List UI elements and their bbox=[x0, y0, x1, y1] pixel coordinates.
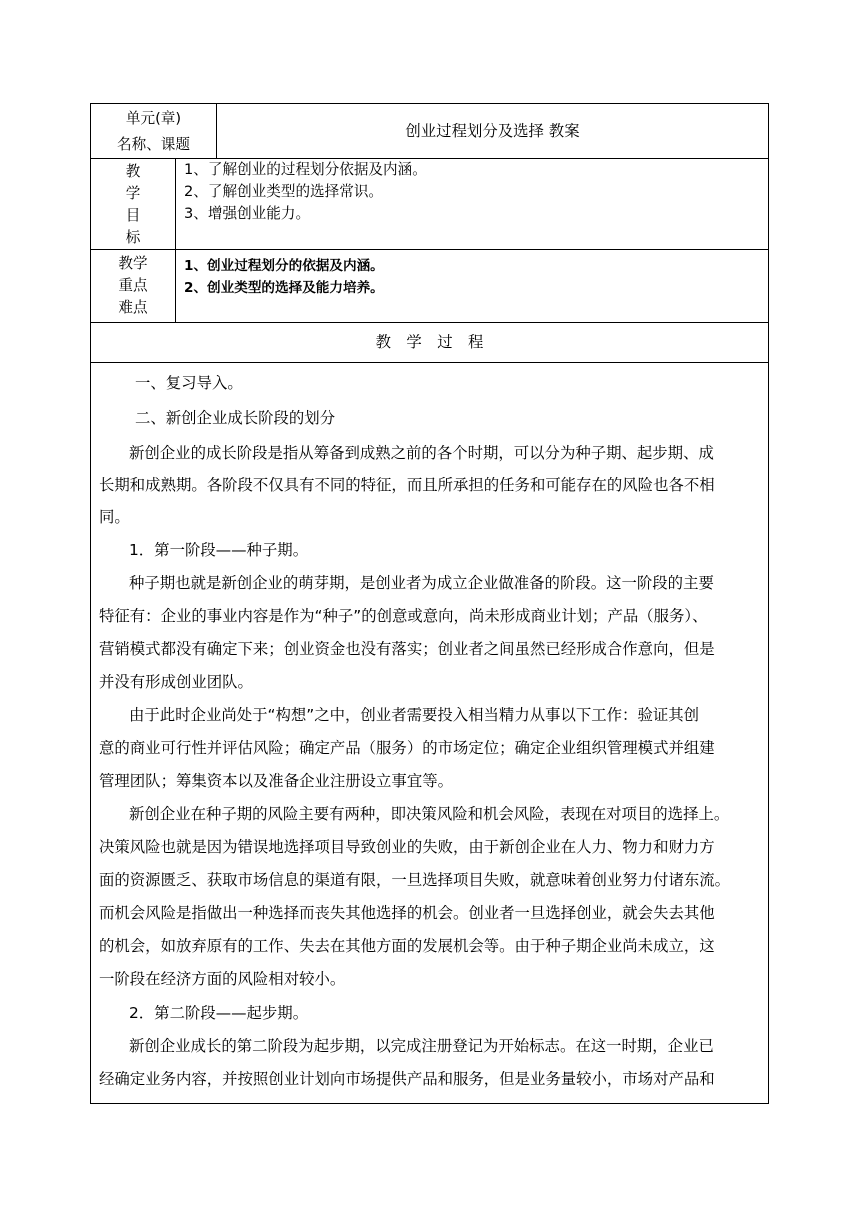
objective-item: 3、增强创业能力。 bbox=[184, 205, 311, 222]
objective-item: 1、了解创业的过程划分依据及内涵。 bbox=[184, 161, 427, 178]
content-line: 营销模式都没有确定下来；创业资金也没有落实；创业者之间虽然已经形成合作意向，但是 bbox=[99, 640, 715, 658]
content-line: 长期和成熟期。各阶段不仅具有不同的特征，而且所承担的任务和可能存在的风险也各不相 bbox=[99, 476, 715, 494]
process-title: 教 学 过 程 bbox=[375, 333, 484, 351]
objective-item: 2、了解创业类型的选择常识。 bbox=[184, 183, 384, 200]
content-line: 经确定业务内容，并按照创业计划向市场提供产品和服务，但是业务量较小，市场对产品和 bbox=[99, 1070, 715, 1088]
row-divider bbox=[91, 249, 768, 250]
row-divider bbox=[91, 158, 768, 159]
objectives-label-char: 学 bbox=[125, 185, 141, 202]
key-points-label: 难点 bbox=[118, 299, 148, 316]
content-line: 一、复习导入。 bbox=[135, 374, 243, 392]
content-line: 并没有形成创业团队。 bbox=[99, 673, 253, 691]
content-line: 意的商业可行性并评估风险；确定产品（服务）的市场定位；确定企业组织管理模式并组建 bbox=[99, 739, 715, 757]
key-points-label: 重点 bbox=[118, 277, 148, 294]
content-line: 决策风险也就是因为错误地选择项目导致创业的失败，由于新创企业在人力、物力和财力方 bbox=[99, 838, 715, 856]
key-point-item: 2、创业类型的选择及能力培养。 bbox=[184, 280, 384, 296]
lesson-content bbox=[99, 363, 763, 1103]
objectives-label-char: 标 bbox=[125, 229, 141, 246]
row-divider bbox=[91, 322, 768, 323]
content-line: 的机会，如放弃原有的工作、失去在其他方面的发展机会等。由于种子期企业尚未成立，这 bbox=[99, 937, 715, 955]
unit-title: 创业过程划分及选择 教案 bbox=[405, 122, 580, 140]
content-line: 同。 bbox=[99, 508, 130, 526]
content-line: 种子期也就是新创企业的萌芽期，是创业者为成立企业做准备的阶段。这一阶段的主要 bbox=[129, 574, 714, 592]
content-line: 而机会风险是指做出一种选择而丧失其他选择的机会。创业者一旦选择创业，就会失去其他 bbox=[99, 904, 715, 922]
content-line: 新创企业的成长阶段是指从筹备到成熟之前的各个时期，可以分为种子期、起步期、成 bbox=[129, 444, 714, 462]
content-line: 由于此时企业尚处于“构想”之中，创业者需要投入相当精力从事以下工作：验证其创 bbox=[129, 706, 700, 724]
unit-label-line2: 名称、课题 bbox=[117, 136, 190, 153]
key-point-item: 1、创业过程划分的依据及内涵。 bbox=[184, 258, 384, 274]
content-line: 管理团队；筹集资本以及准备企业注册设立事宜等。 bbox=[99, 772, 453, 790]
content-line: 新创企业在种子期的风险主要有两种，即决策风险和机会风险，表现在对项目的选择上。 bbox=[129, 805, 730, 823]
content-line: 特征有：企业的事业内容是作为“种子”的创意或意向，尚未形成商业计划；产品（服务）、 bbox=[99, 607, 708, 625]
objectives-label-char: 目 bbox=[125, 207, 141, 224]
content-line: 面的资源匮乏、获取市场信息的渠道有限，一旦选择项目失败，就意味着创业努力付诸东流。 bbox=[99, 871, 731, 889]
unit-label-line1: 单元(章) bbox=[125, 110, 182, 127]
content-line: 2．第二阶段——起步期。 bbox=[129, 1004, 309, 1022]
content-line: 新创企业成长的第二阶段为起步期，以完成注册登记为开始标志。在这一时期，企业已 bbox=[129, 1037, 714, 1055]
lesson-plan-table bbox=[90, 103, 769, 1104]
key-points-label: 教学 bbox=[118, 255, 148, 272]
content-line: 1．第一阶段——种子期。 bbox=[129, 541, 309, 559]
column-divider bbox=[175, 158, 176, 322]
content-line: 一阶段在经济方面的风险相对较小。 bbox=[99, 970, 346, 988]
content-line: 二、新创企业成长阶段的划分 bbox=[135, 409, 336, 427]
objectives-label-char: 教 bbox=[125, 163, 141, 180]
